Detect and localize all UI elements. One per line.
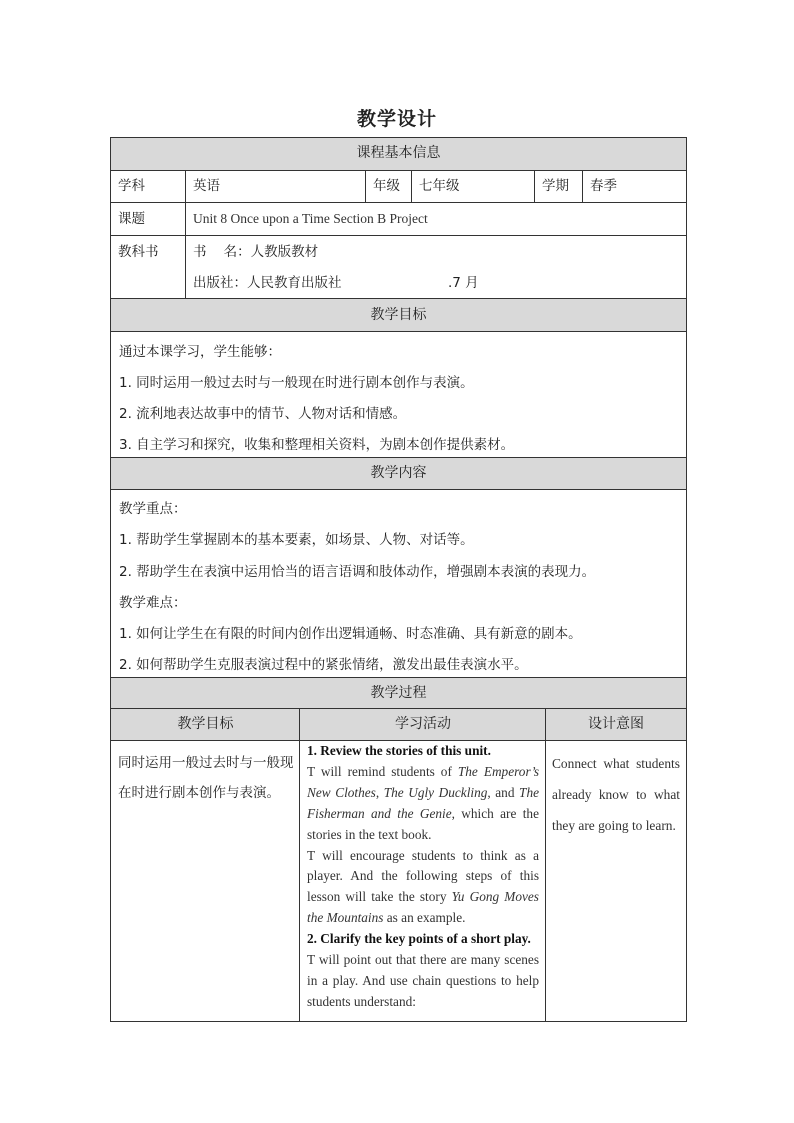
publish-month: .7 月: [448, 275, 479, 291]
col-intent-header: 设计意图: [588, 716, 644, 732]
story-title: The Ugly Duckling: [383, 784, 488, 800]
term-label: 学期: [535, 171, 583, 202]
objective-item: 1. 同时运用一般过去时与一般现在时进行剧本创作与表演。: [119, 375, 474, 391]
process-header-label: 教学过程: [370, 685, 427, 701]
step1-text: T will encourage students to think as a player. And the following steps of this lesson will take the story: [307, 847, 539, 905]
textbook-value: [186, 236, 686, 298]
topic-row: [111, 203, 686, 236]
topic-value: Unit 8 Once upon a Time Section B Project: [193, 211, 428, 226]
topic-label: 课题: [111, 203, 186, 235]
col-goal-header: 教学目标: [177, 716, 234, 732]
subject-value: 英语: [186, 171, 366, 202]
difficult-point-item: 1. 如何让学生在有限的时间内创作出逻辑通畅、时态准确、具有新意的剧本。: [119, 626, 582, 642]
column-divider: [299, 709, 300, 1021]
column-divider: [545, 709, 546, 1021]
process-goal-text: 同时运用一般过去时与一般现在时进行剧本创作与表演。: [118, 755, 294, 801]
step2-text: T will point out that there are many scenes in a play. And use chain questions to help students understand:: [307, 952, 539, 1009]
col-activity-header: 学习活动: [395, 716, 451, 732]
process-header: [111, 678, 686, 709]
key-point-item: 1. 帮助学生掌握剧本的基本要素，如场景、人物、对话等。: [119, 532, 474, 548]
objectives-header-label: 教学目标: [370, 307, 427, 323]
key-points-label: 教学重点：: [119, 501, 187, 517]
objectives-intro: 通过本课学习，学生能够：: [119, 344, 281, 360]
step1-title: 1. Review the stories of this unit.: [307, 743, 491, 758]
step1-text: , and: [487, 784, 520, 800]
process-table: [111, 709, 686, 1021]
lesson-plan-table: [110, 137, 687, 1022]
objectives-body: [111, 332, 686, 458]
book-name-line: 书 名：人教版教材: [193, 244, 319, 260]
design-intent-text: Connect what students already know to what they are going to learn.: [552, 756, 680, 833]
key-point-item: 2. 帮助学生在表演中运用恰当的语言语调和肢体动作，增强剧本表演的表现力。: [119, 564, 596, 580]
process-column-header: [111, 709, 686, 741]
learning-activity: [307, 741, 539, 1013]
objectives-header: [111, 299, 686, 332]
objective-item: 2. 流利地表达故事中的情节、人物对话和情感。: [119, 406, 407, 422]
content-header-label: 教学内容: [370, 465, 427, 481]
difficult-point-item: 2. 如何帮助学生克服表演过程中的紧张情绪，激发出最佳表演水平。: [119, 657, 528, 673]
step1-text: , which are the stories in the text book.: [307, 805, 539, 842]
basic-info-row: [111, 171, 686, 203]
basic-info-header: [111, 138, 686, 171]
term-value: 春季: [590, 178, 617, 194]
story-title: The Emperor’s New Clothes: [307, 763, 539, 800]
basic-info-header-label: 课程基本信息: [356, 145, 441, 161]
subject-label: 学科: [111, 171, 186, 202]
textbook-label: 教科书: [111, 236, 186, 298]
difficult-points-label: 教学难点：: [119, 595, 187, 611]
step1-text: as an example.: [383, 910, 466, 926]
content-header: [111, 458, 686, 490]
grade-label: 年级: [366, 171, 412, 202]
content-body: [111, 490, 686, 678]
step2-title: 2. Clarify the key points of a short play.: [307, 931, 531, 947]
grade-value: 七年级: [412, 171, 535, 202]
textbook-row: [111, 236, 686, 299]
story-title: The Fisherman and the Genie: [307, 784, 539, 821]
objective-item: 3. 自主学习和探究，收集和整理相关资料，为剧本创作提供素材。: [119, 437, 515, 453]
step1-text: T will remind students of: [307, 763, 458, 779]
step1-text: ,: [375, 784, 384, 800]
page-title: 教学设计: [356, 108, 437, 130]
publisher-line: 出版社：人民教育出版社: [193, 275, 342, 291]
story-title: Yu Gong Moves the Mountains: [307, 889, 539, 926]
